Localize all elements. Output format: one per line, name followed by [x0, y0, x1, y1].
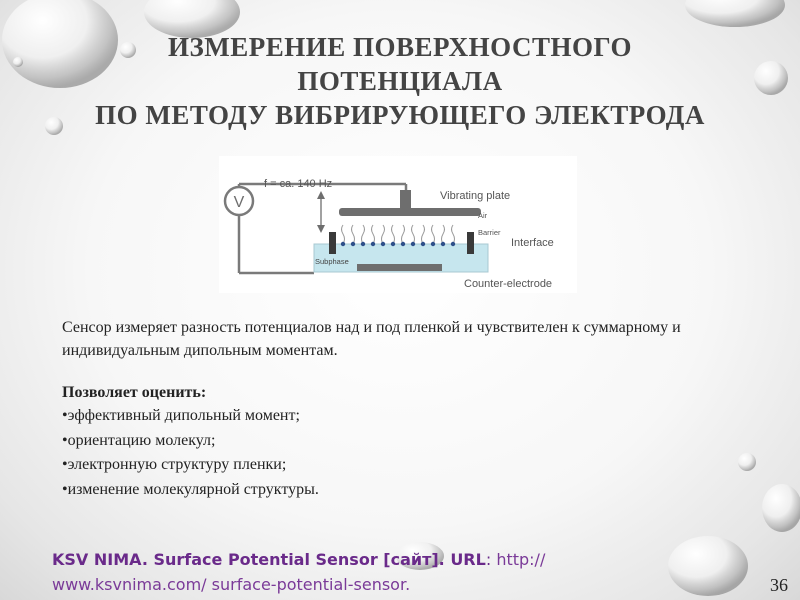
drop [13, 57, 23, 67]
source-citation [52, 547, 692, 597]
plate-stem [400, 190, 411, 210]
citation-url-link[interactable]: www.ksvnima.com/ surface-potential-sensor. [52, 575, 411, 594]
barrier-label: Barrier [478, 228, 501, 237]
bullet-list [62, 404, 742, 502]
counter-electrode [357, 264, 442, 271]
title-line: ПО МЕТОДУ ВИБРИРУЮЩЕГО ЭЛЕКТРОДА [95, 100, 705, 130]
vibrating-plate-label: Vibrating plate [440, 190, 511, 202]
citation-colon: : [485, 550, 497, 569]
vibration-arrow-icon [317, 191, 325, 233]
slide-body [62, 316, 742, 502]
list-item: •ориентацию молекул; [62, 431, 216, 449]
list-heading: Позволяет оценить: [62, 384, 207, 401]
drop [762, 484, 800, 532]
list-item: •электронную структуру пленки; [62, 456, 287, 473]
frequency-label: f = ca. 140 Hz [264, 178, 333, 190]
barrier-left [329, 232, 336, 254]
slide-title [40, 30, 760, 132]
citation-title: KSV NIMA. Surface Potential Sensor [сайт]. URL [52, 550, 486, 569]
drop [685, 0, 785, 27]
subphase-label: Subphase [315, 257, 349, 266]
citation-url-start[interactable]: http:// [496, 550, 546, 569]
interface-label: Interface [511, 237, 554, 249]
vibrating-plate [339, 208, 481, 216]
title-line: ПОТЕНЦИАЛА [297, 66, 503, 96]
barrier-right [467, 232, 474, 254]
counter-electrode-label: Counter-electrode [464, 278, 553, 290]
list-item: •эффективный дипольный момент; [62, 407, 300, 424]
diagram-svg [219, 156, 577, 293]
slide-number: 36 [770, 575, 788, 595]
citation-line [52, 547, 692, 572]
list-item: •изменение молекулярной структуры. [62, 480, 319, 498]
voltmeter-label: V [233, 194, 245, 211]
description-paragraph: Сенсор измеряет разность потенциалов над и под пленкой и чувствителен к суммарному и индивидуальным дипольным моментам. [62, 319, 681, 359]
air-label: Air [478, 211, 488, 220]
vibrating-electrode-diagram [219, 156, 577, 293]
molecule-layer [342, 225, 455, 244]
title-line: ИЗМЕРЕНИЕ ПОВЕРХНОСТНОГО [168, 32, 632, 62]
